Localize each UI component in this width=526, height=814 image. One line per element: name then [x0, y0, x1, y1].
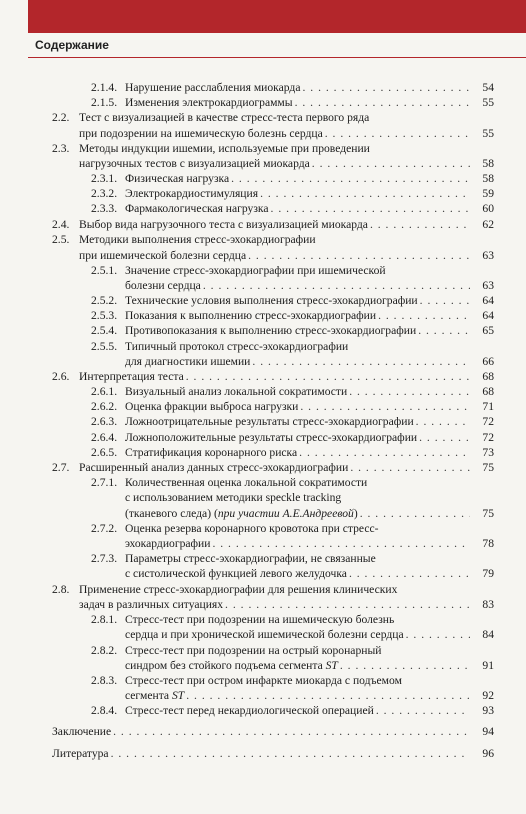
toc-page-number: 58 [482, 172, 494, 185]
toc-entry-title-cont [125, 659, 338, 673]
toc-page-number: 75 [482, 461, 494, 474]
toc-number: 2.7.2. [91, 522, 118, 535]
toc-page-number: 63 [482, 249, 494, 262]
toc-entry-title[interactable]: Значение стресс-эхокардиографии при ишемической [125, 264, 386, 277]
toc-entry[interactable] [125, 431, 494, 445]
toc-leader [420, 294, 470, 308]
toc-leader [349, 567, 470, 581]
toc-page-number: 65 [482, 324, 494, 337]
credit-italic: при участии А.Е.Андреевой [217, 507, 354, 520]
toc-number: 2.3.3. [91, 202, 118, 215]
toc-leader [302, 81, 470, 95]
toc-page-number: 75 [482, 507, 494, 520]
toc-page-number: 60 [482, 202, 494, 215]
toc-entry-title: Литература [52, 747, 109, 760]
toc-number: 2.5.5. [91, 340, 118, 353]
toc-entry-title-cont[interactable]: с использованием методики speckle tracking [125, 491, 342, 504]
toc-entry[interactable] [79, 249, 494, 263]
toc-entry-title: Стресс-тест перед некардиологической операцией [125, 704, 374, 717]
toc-page-number: 96 [482, 747, 494, 760]
toc-entry[interactable] [125, 415, 494, 429]
toc-page-number: 93 [482, 704, 494, 717]
toc-entry[interactable] [125, 96, 494, 110]
toc-entry-title: Ложноотрицательные результаты стресс-эхокардиографии [125, 415, 414, 428]
toc-entry-title: Интерпретация теста [79, 370, 184, 383]
toc-number: 2.6. [52, 370, 70, 383]
toc-page-number: 59 [482, 187, 494, 200]
toc-entry[interactable] [125, 294, 494, 308]
toc-leader [252, 355, 470, 369]
toc-number: 2.2. [52, 111, 70, 124]
toc-entry[interactable] [79, 461, 494, 475]
toc-number: 2.5.1. [91, 264, 118, 277]
toc-leader [212, 537, 470, 551]
toc-page-number: 94 [482, 725, 494, 738]
segment-text: синдром без стойкого подъема сегмента [125, 659, 326, 672]
toc-leader [378, 309, 470, 323]
toc-number: 2.6.4. [91, 431, 118, 444]
toc-page-number: 66 [482, 355, 494, 368]
toc-leader [312, 157, 470, 171]
toc-entry-title: Фармакологическая нагрузка [125, 202, 269, 215]
toc-page-number: 54 [482, 81, 494, 94]
toc-entry[interactable] [79, 127, 494, 141]
toc-entry[interactable] [125, 309, 494, 323]
toc-entry-title[interactable]: Параметры стресс-эхокардиографии, не связанные [125, 552, 376, 565]
toc-page-number: 64 [482, 294, 494, 307]
toc-number: 2.5.4. [91, 324, 118, 337]
toc-entry-title: Визуальный анализ локальной сократимости [125, 385, 348, 398]
toc-leader [406, 628, 470, 642]
toc-entry[interactable] [125, 704, 494, 718]
segment-st: ST [325, 659, 338, 672]
toc-entry-title-cont [125, 507, 358, 521]
toc-entry-title-cont: эхокардиографии [125, 537, 211, 550]
toc-entry-title: Технические условия выполнения стресс-эхокардиографии [125, 294, 418, 307]
toc-entry-title-cont: при ишемической болезни сердца [79, 249, 247, 262]
toc-leader [419, 431, 470, 445]
toc-page-number: 55 [482, 127, 494, 140]
toc-number: 2.6.1. [91, 385, 118, 398]
toc-entry-title: Оценка фракции выброса нагрузки [125, 400, 299, 413]
toc-number: 2.6.5. [91, 446, 118, 459]
toc-number: 2.6.3. [91, 415, 118, 428]
toc-entry-title: Электрокардиостимуляция [125, 187, 259, 200]
toc-entry-title: Показания к выполнению стресс-эхокардиографии [125, 309, 377, 322]
toc-leader [271, 202, 470, 216]
toc-entry[interactable] [125, 202, 494, 216]
toc-entry[interactable] [125, 628, 494, 642]
credit-suffix: ) [353, 507, 358, 520]
toc-entry-title: Заключение [52, 725, 112, 738]
toc-entry-title[interactable]: Стресс-тест при подозрении на ишемическую болезнь [125, 613, 395, 626]
toc-leader [349, 385, 470, 399]
segment-st: ST [171, 689, 185, 702]
toc-entry-title: Стратификация коронарного риска [125, 446, 298, 459]
toc-page-number: 55 [482, 96, 494, 109]
toc-entry-title: Физическая нагрузка [125, 172, 230, 185]
toc-entry-title-cont: для диагностики ишемии [125, 355, 251, 368]
toc-number: 2.5.2. [91, 294, 118, 307]
toc-number: 2.8.1. [91, 613, 118, 626]
toc-number: 2.4. [52, 218, 70, 231]
toc-number: 2.3.2. [91, 187, 118, 200]
toc-leader [186, 689, 470, 703]
toc-entry-title: Противопоказания к выполнению стресс-эхокардиографии [125, 324, 417, 337]
toc-entry[interactable] [79, 218, 494, 232]
toc-entry-title[interactable]: Оценка резерва коронарного кровотока при стресс- [125, 522, 379, 535]
toc-entry[interactable] [125, 187, 494, 201]
toc-number: 2.8.3. [91, 674, 118, 687]
toc-entry[interactable] [125, 172, 494, 186]
toc-entry-title: Выбор вида нагрузочного теста с визуализацией миокарда [79, 218, 368, 231]
toc-entry-literature[interactable] [52, 747, 494, 761]
toc-leader [325, 127, 470, 141]
toc-entry[interactable] [125, 567, 494, 581]
toc-page-number: 91 [482, 659, 494, 672]
toc-leader [299, 446, 470, 460]
toc-entry[interactable] [125, 81, 494, 95]
toc-entry-title[interactable]: Методы индукции ишемии, используемые при проведении [79, 142, 370, 155]
toc-leader [186, 370, 470, 384]
toc-page-number: 63 [482, 279, 494, 292]
toc-entry-title-cont: сердца и при хронической ишемической болезни сердца [125, 628, 404, 641]
toc-leader [203, 279, 470, 293]
toc-entry-title[interactable]: Стресс-тест при остром инфаркте миокарда с подъемом [125, 674, 402, 687]
toc-number: 2.7.3. [91, 552, 118, 565]
toc-page-number: 68 [482, 385, 494, 398]
toc-entry-title-cont: при подозрении на ишемическую болезнь сердца [79, 127, 323, 140]
toc-entry-title[interactable]: Тест с визуализацией в качестве стресс-теста первого ряда [79, 111, 370, 124]
toc-page-number: 62 [482, 218, 494, 231]
toc-page-number: 79 [482, 567, 494, 580]
toc-entry-title[interactable]: Типичный протокол стресс-эхокардиографии [125, 340, 349, 353]
toc-entry-title[interactable]: Стресс-тест при подозрении на острый коронарный [125, 644, 382, 657]
toc-entry-title[interactable]: Применение стресс-эхокардиографии для решения клинических [79, 583, 398, 596]
toc-entry[interactable] [125, 279, 494, 293]
toc-page-number: 72 [482, 415, 494, 428]
toc-number: 2.3. [52, 142, 70, 155]
toc-entry[interactable] [79, 598, 494, 612]
toc-number: 2.3.1. [91, 172, 118, 185]
toc-leader [376, 704, 470, 718]
toc-leader [360, 507, 470, 521]
toc-leader [300, 400, 470, 414]
toc-page-number: 78 [482, 537, 494, 550]
toc-page-number: 84 [482, 628, 494, 641]
toc-entry[interactable] [125, 689, 494, 703]
toc-number: 2.5. [52, 233, 70, 246]
toc-number: 2.5.3. [91, 309, 118, 322]
toc-entry-title-cont [125, 689, 184, 703]
toc-leader [111, 747, 470, 761]
toc-entry-title: Расширенный анализ данных стресс-эхокардиографии [79, 461, 349, 474]
toc-leader [350, 461, 470, 475]
toc-leader [248, 249, 470, 263]
running-header: Содержание [35, 38, 109, 52]
toc-entry-title[interactable]: Количественная оценка локальной сократимости [125, 476, 368, 489]
toc-page-number: 64 [482, 309, 494, 322]
toc-entry[interactable] [125, 400, 494, 414]
toc-page-number: 58 [482, 157, 494, 170]
toc-entry[interactable] [125, 446, 494, 460]
toc-entry-title-cont: болезни сердца [125, 279, 201, 292]
toc-entry[interactable] [125, 355, 494, 369]
toc-leader [260, 187, 470, 201]
toc-entry[interactable] [125, 537, 494, 551]
toc-entry-title: Нарушение расслабления миокарда [125, 81, 301, 94]
toc-number: 2.8.2. [91, 644, 118, 657]
toc-entry-title: Изменения электрокардиограммы [125, 96, 293, 109]
toc-leader [370, 218, 470, 232]
toc-entry[interactable] [125, 385, 494, 399]
toc-entry-title-cont: задач в различных ситуациях [79, 598, 224, 611]
toc-leader [418, 324, 470, 338]
toc-page-number: 83 [482, 598, 494, 611]
toc-page-number: 71 [482, 400, 494, 413]
toc-leader [416, 415, 470, 429]
toc-page-number: 73 [482, 446, 494, 459]
toc-number: 2.7. [52, 461, 70, 474]
toc-number: 2.7.1. [91, 476, 118, 489]
toc-entry-title[interactable]: Методики выполнения стресс-эхокардиографии [79, 233, 316, 246]
toc-entry-title-cont: нагрузочных тестов с визуализацией миокарда [79, 157, 310, 170]
segment-text: сегмента [125, 689, 172, 702]
toc-entry[interactable] [125, 324, 494, 338]
toc-leader [340, 659, 470, 673]
toc-entry[interactable] [125, 507, 494, 521]
toc-page-number: 68 [482, 370, 494, 383]
toc-page-number: 72 [482, 431, 494, 444]
toc-number: 2.8.4. [91, 704, 118, 717]
toc-leader [225, 598, 470, 612]
toc-entry-title: Ложноположительные результаты стресс-эхокардиографии [125, 431, 418, 444]
toc-number: 2.1.5. [91, 96, 118, 109]
toc-number: 2.1.4. [91, 81, 118, 94]
toc-page-number: 92 [482, 689, 494, 702]
toc-entry[interactable] [125, 659, 494, 673]
toc-leader [113, 725, 470, 739]
toc-entry-title-cont: с систолической функцией левого желудочка [125, 567, 347, 580]
credit-prefix: (тканевого следа) ( [125, 507, 218, 520]
toc-entry-conclusion[interactable] [52, 725, 494, 739]
toc-entry[interactable] [79, 370, 494, 384]
toc-number: 2.6.2. [91, 400, 118, 413]
toc-leader [295, 96, 470, 110]
toc-number: 2.8. [52, 583, 70, 596]
toc-leader [231, 172, 470, 186]
toc-entry[interactable] [79, 157, 494, 171]
